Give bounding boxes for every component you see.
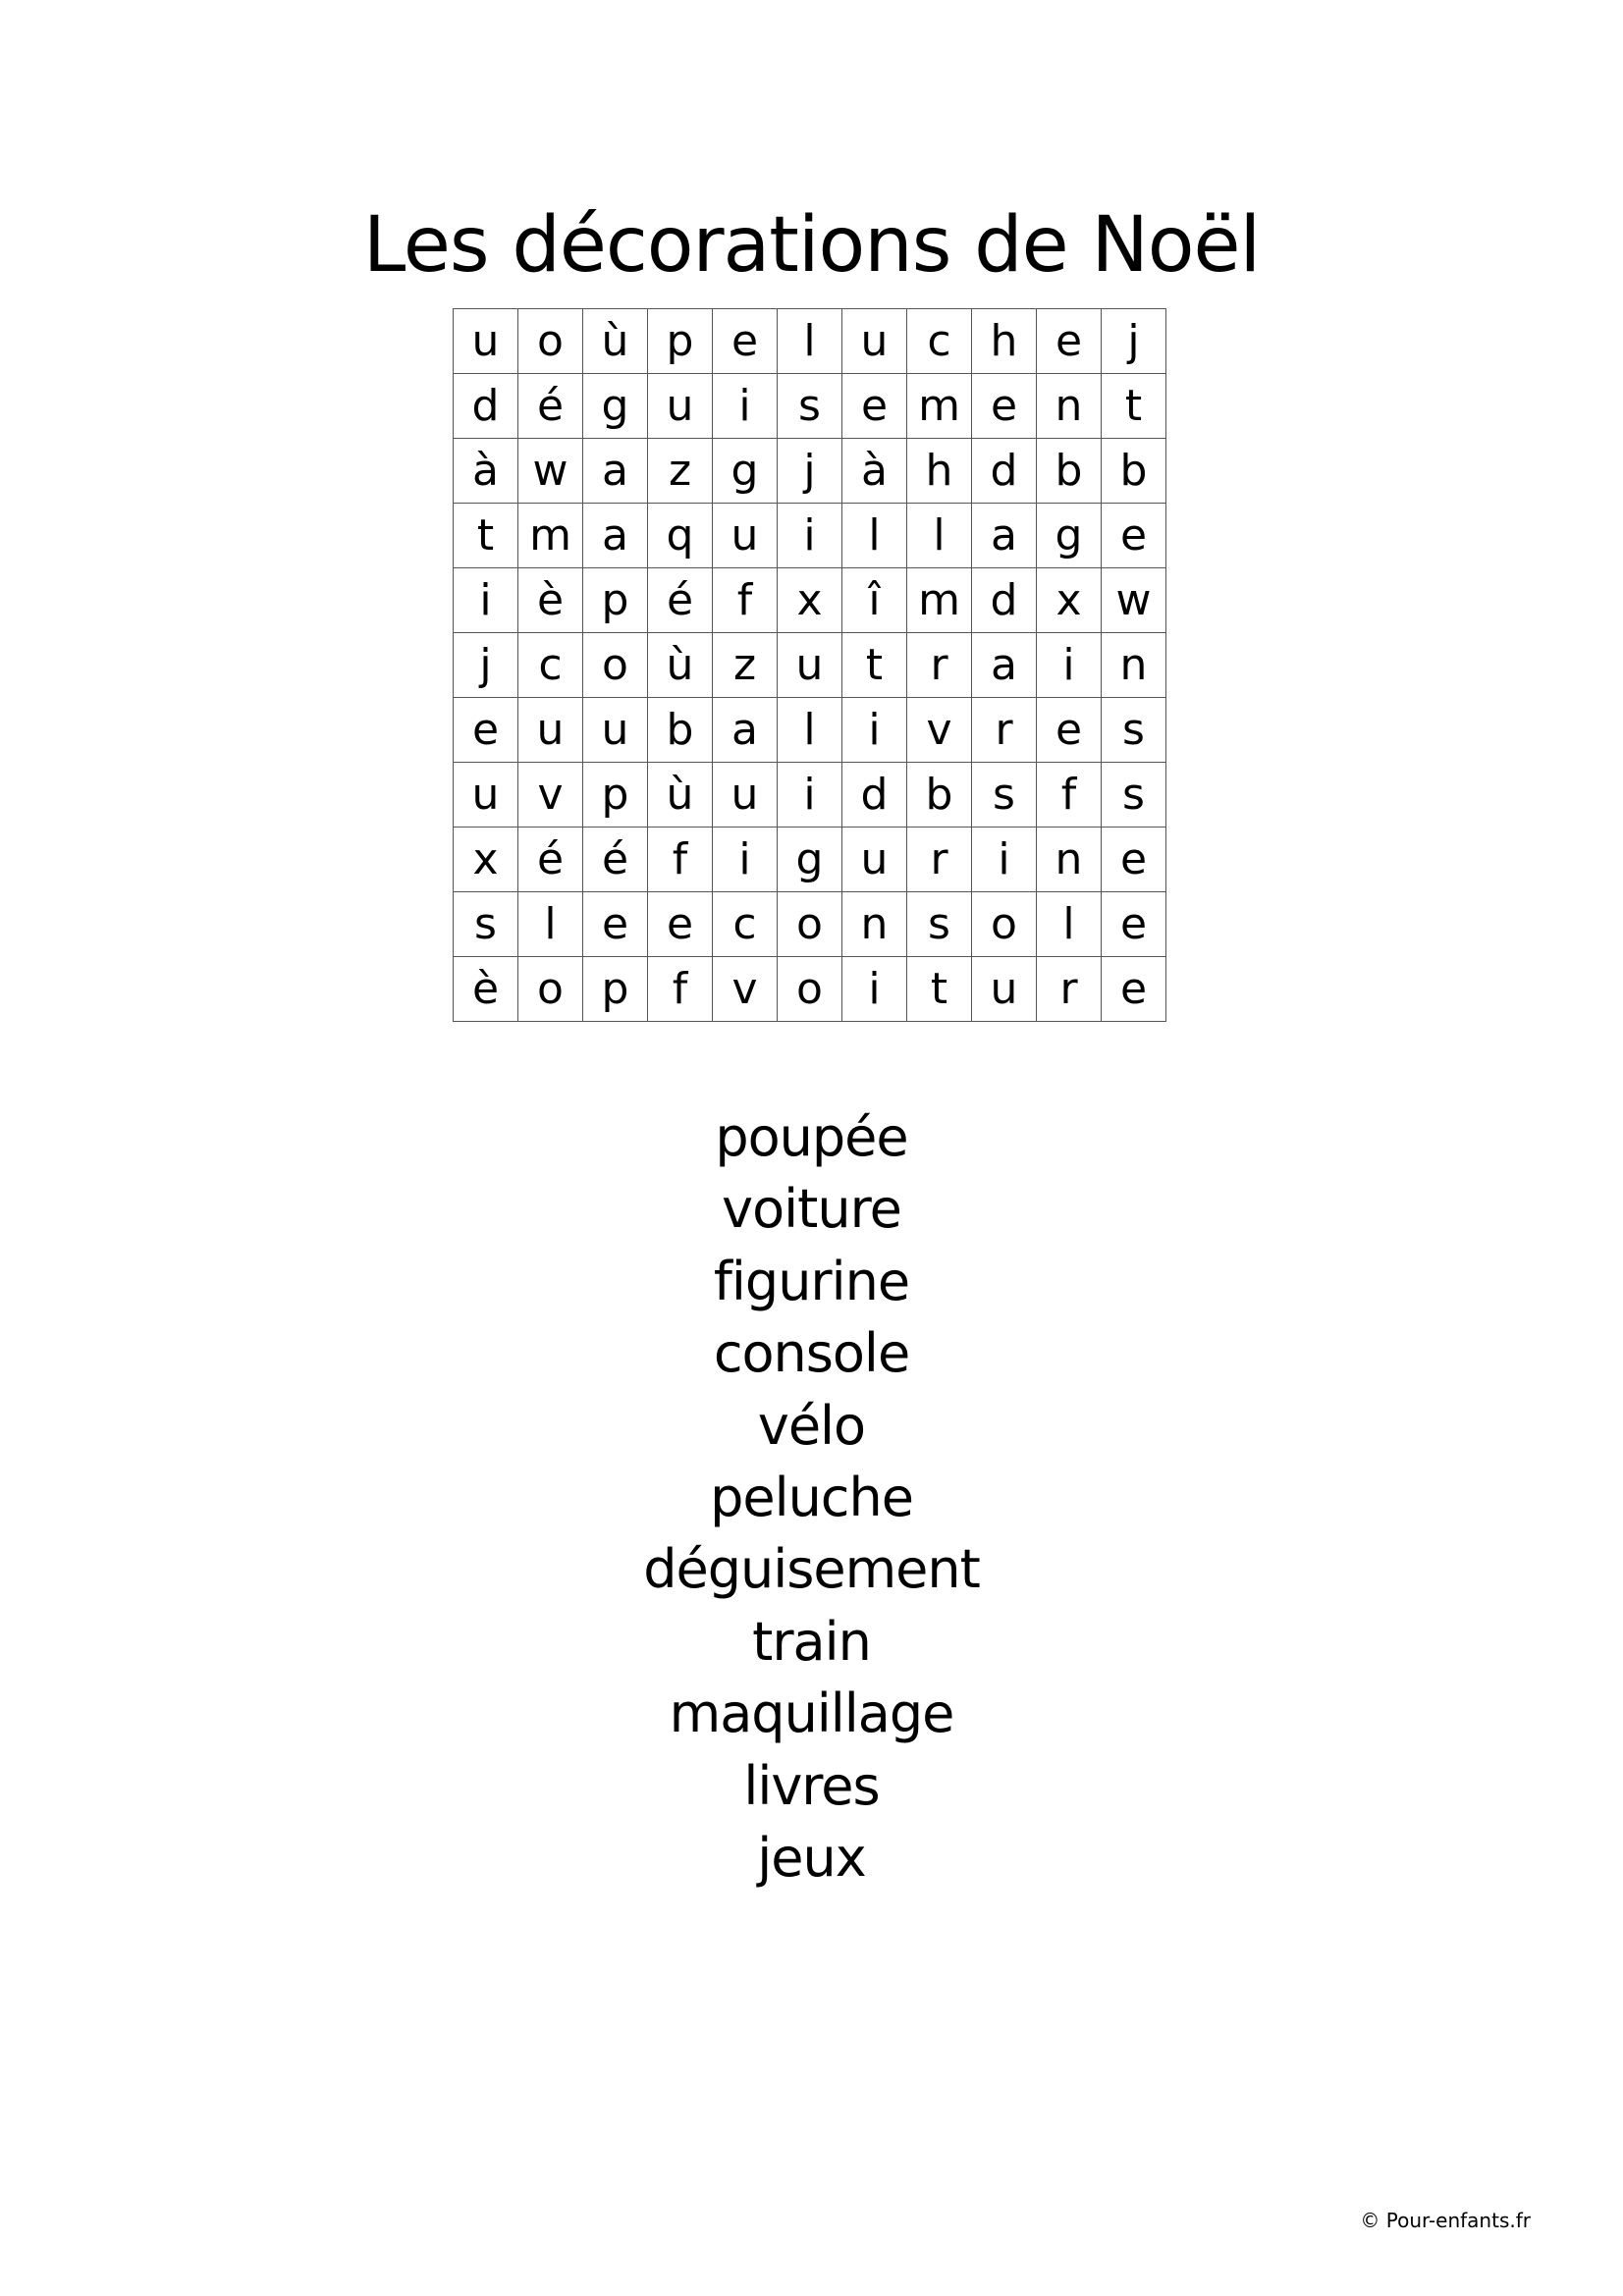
grid-cell: e bbox=[972, 374, 1037, 439]
grid-cell: r bbox=[907, 633, 972, 698]
grid-cell: g bbox=[778, 828, 842, 892]
grid-cell: o bbox=[583, 633, 648, 698]
grid-cell: e bbox=[1102, 957, 1166, 1022]
word-list-item: livres bbox=[743, 1754, 880, 1817]
grid-cell: l bbox=[842, 504, 907, 568]
word-list-item: maquillage bbox=[669, 1682, 954, 1745]
grid-row bbox=[454, 633, 1166, 698]
grid-cell: o bbox=[972, 892, 1037, 957]
grid-cell: à bbox=[842, 439, 907, 504]
grid-cell: i bbox=[713, 828, 778, 892]
grid-cell: ù bbox=[648, 633, 713, 698]
grid-cell: é bbox=[518, 374, 583, 439]
grid-row bbox=[454, 504, 1166, 568]
grid-cell: x bbox=[778, 568, 842, 633]
grid-cell: u bbox=[713, 763, 778, 828]
grid-cell: ù bbox=[648, 763, 713, 828]
grid-cell: è bbox=[518, 568, 583, 633]
grid-cell: o bbox=[778, 957, 842, 1022]
grid-cell: î bbox=[842, 568, 907, 633]
grid-cell: g bbox=[713, 439, 778, 504]
grid-cell: p bbox=[583, 568, 648, 633]
grid-row bbox=[454, 309, 1166, 374]
grid-cell: f bbox=[648, 828, 713, 892]
grid-cell: u bbox=[842, 309, 907, 374]
grid-cell: j bbox=[778, 439, 842, 504]
grid-cell: m bbox=[907, 568, 972, 633]
grid-cell: z bbox=[648, 439, 713, 504]
grid-cell: l bbox=[778, 309, 842, 374]
grid-cell: à bbox=[454, 439, 518, 504]
grid-cell: t bbox=[1102, 374, 1166, 439]
word-list-item: poupée bbox=[715, 1106, 908, 1168]
grid-cell: i bbox=[1037, 633, 1102, 698]
grid-cell: z bbox=[713, 633, 778, 698]
grid-cell: o bbox=[518, 957, 583, 1022]
word-list-item: déguisement bbox=[643, 1538, 980, 1601]
word-list-item: voiture bbox=[722, 1178, 901, 1241]
grid-row bbox=[454, 698, 1166, 763]
grid-cell: u bbox=[778, 633, 842, 698]
grid-cell: f bbox=[648, 957, 713, 1022]
grid-cell: u bbox=[648, 374, 713, 439]
grid-cell: r bbox=[972, 698, 1037, 763]
grid-cell: b bbox=[648, 698, 713, 763]
grid-cell: i bbox=[842, 957, 907, 1022]
grid-cell: l bbox=[778, 698, 842, 763]
grid-cell: o bbox=[778, 892, 842, 957]
grid-row bbox=[454, 828, 1166, 892]
grid-cell: d bbox=[842, 763, 907, 828]
grid-cell: l bbox=[1037, 892, 1102, 957]
grid-cell: u bbox=[713, 504, 778, 568]
copyright-footer: © Pour-enfants.fr bbox=[1360, 2209, 1531, 2232]
word-list bbox=[0, 1101, 1623, 1894]
grid-cell: h bbox=[972, 309, 1037, 374]
grid-cell: e bbox=[842, 374, 907, 439]
grid-cell: o bbox=[518, 309, 583, 374]
grid-cell: g bbox=[583, 374, 648, 439]
grid-cell: l bbox=[518, 892, 583, 957]
word-list-item: vélo bbox=[757, 1394, 866, 1457]
grid-cell: h bbox=[907, 439, 972, 504]
grid-cell: ù bbox=[583, 309, 648, 374]
grid-cell: q bbox=[648, 504, 713, 568]
word-list-item: figurine bbox=[713, 1250, 910, 1312]
grid-cell: c bbox=[907, 309, 972, 374]
grid-cell: t bbox=[454, 504, 518, 568]
grid-cell: a bbox=[583, 439, 648, 504]
grid-cell: e bbox=[1102, 892, 1166, 957]
word-search-grid bbox=[453, 308, 1166, 1022]
grid-cell: n bbox=[1037, 828, 1102, 892]
grid-row bbox=[454, 374, 1166, 439]
grid-cell: e bbox=[583, 892, 648, 957]
grid-cell: p bbox=[583, 763, 648, 828]
grid-cell: j bbox=[1102, 309, 1166, 374]
grid-cell: s bbox=[778, 374, 842, 439]
grid-cell: u bbox=[454, 763, 518, 828]
grid-cell: v bbox=[713, 957, 778, 1022]
grid-cell: e bbox=[713, 309, 778, 374]
word-list-item: console bbox=[713, 1322, 910, 1385]
grid-cell: e bbox=[1102, 504, 1166, 568]
grid-cell: n bbox=[1102, 633, 1166, 698]
grid-cell: x bbox=[454, 828, 518, 892]
grid-cell: u bbox=[972, 957, 1037, 1022]
grid-cell: c bbox=[713, 892, 778, 957]
grid-cell: l bbox=[907, 504, 972, 568]
grid-cell: j bbox=[454, 633, 518, 698]
grid-cell: d bbox=[972, 568, 1037, 633]
grid-cell: e bbox=[648, 892, 713, 957]
grid-cell: p bbox=[648, 309, 713, 374]
grid-cell: r bbox=[907, 828, 972, 892]
grid-cell: s bbox=[454, 892, 518, 957]
grid-cell: e bbox=[1037, 309, 1102, 374]
grid-cell: e bbox=[454, 698, 518, 763]
page-title: Les décorations de Noël bbox=[362, 201, 1261, 290]
grid-cell: f bbox=[1037, 763, 1102, 828]
grid-cell: g bbox=[1037, 504, 1102, 568]
grid-cell: e bbox=[1037, 698, 1102, 763]
grid-cell: r bbox=[1037, 957, 1102, 1022]
grid-cell: u bbox=[518, 698, 583, 763]
grid-cell: b bbox=[907, 763, 972, 828]
grid-cell: u bbox=[454, 309, 518, 374]
grid-cell: s bbox=[1102, 763, 1166, 828]
word-list-item: jeux bbox=[757, 1826, 866, 1889]
grid-cell: é bbox=[518, 828, 583, 892]
grid-cell: i bbox=[454, 568, 518, 633]
grid-cell: u bbox=[583, 698, 648, 763]
grid-cell: b bbox=[1102, 439, 1166, 504]
word-list-item: peluche bbox=[710, 1466, 913, 1528]
grid-cell: w bbox=[1102, 568, 1166, 633]
grid-row bbox=[454, 763, 1166, 828]
grid-cell: a bbox=[972, 504, 1037, 568]
grid-cell: v bbox=[907, 698, 972, 763]
grid-cell: a bbox=[583, 504, 648, 568]
grid-cell: d bbox=[454, 374, 518, 439]
grid-cell: i bbox=[713, 374, 778, 439]
grid-cell: t bbox=[842, 633, 907, 698]
grid-row bbox=[454, 892, 1166, 957]
grid-cell: m bbox=[907, 374, 972, 439]
grid-row bbox=[454, 568, 1166, 633]
grid-cell: a bbox=[713, 698, 778, 763]
grid-cell: d bbox=[972, 439, 1037, 504]
grid-cell: n bbox=[842, 892, 907, 957]
grid-cell: w bbox=[518, 439, 583, 504]
grid-cell: i bbox=[778, 763, 842, 828]
grid-cell: f bbox=[713, 568, 778, 633]
grid-cell: m bbox=[518, 504, 583, 568]
grid-cell: x bbox=[1037, 568, 1102, 633]
grid-cell: t bbox=[907, 957, 972, 1022]
grid-row bbox=[454, 957, 1166, 1022]
grid-cell: s bbox=[972, 763, 1037, 828]
grid-cell: b bbox=[1037, 439, 1102, 504]
grid-row bbox=[454, 439, 1166, 504]
grid-cell: s bbox=[1102, 698, 1166, 763]
grid-cell: e bbox=[1102, 828, 1166, 892]
grid-cell: i bbox=[842, 698, 907, 763]
grid-cell: é bbox=[583, 828, 648, 892]
grid-cell: n bbox=[1037, 374, 1102, 439]
grid-cell: s bbox=[907, 892, 972, 957]
grid-cell: u bbox=[842, 828, 907, 892]
grid-cell: è bbox=[454, 957, 518, 1022]
word-list-item: train bbox=[752, 1610, 871, 1673]
grid-cell: i bbox=[778, 504, 842, 568]
grid-cell: v bbox=[518, 763, 583, 828]
grid-cell: p bbox=[583, 957, 648, 1022]
grid-cell: c bbox=[518, 633, 583, 698]
grid-cell: a bbox=[972, 633, 1037, 698]
grid-cell: é bbox=[648, 568, 713, 633]
grid-cell: i bbox=[972, 828, 1037, 892]
